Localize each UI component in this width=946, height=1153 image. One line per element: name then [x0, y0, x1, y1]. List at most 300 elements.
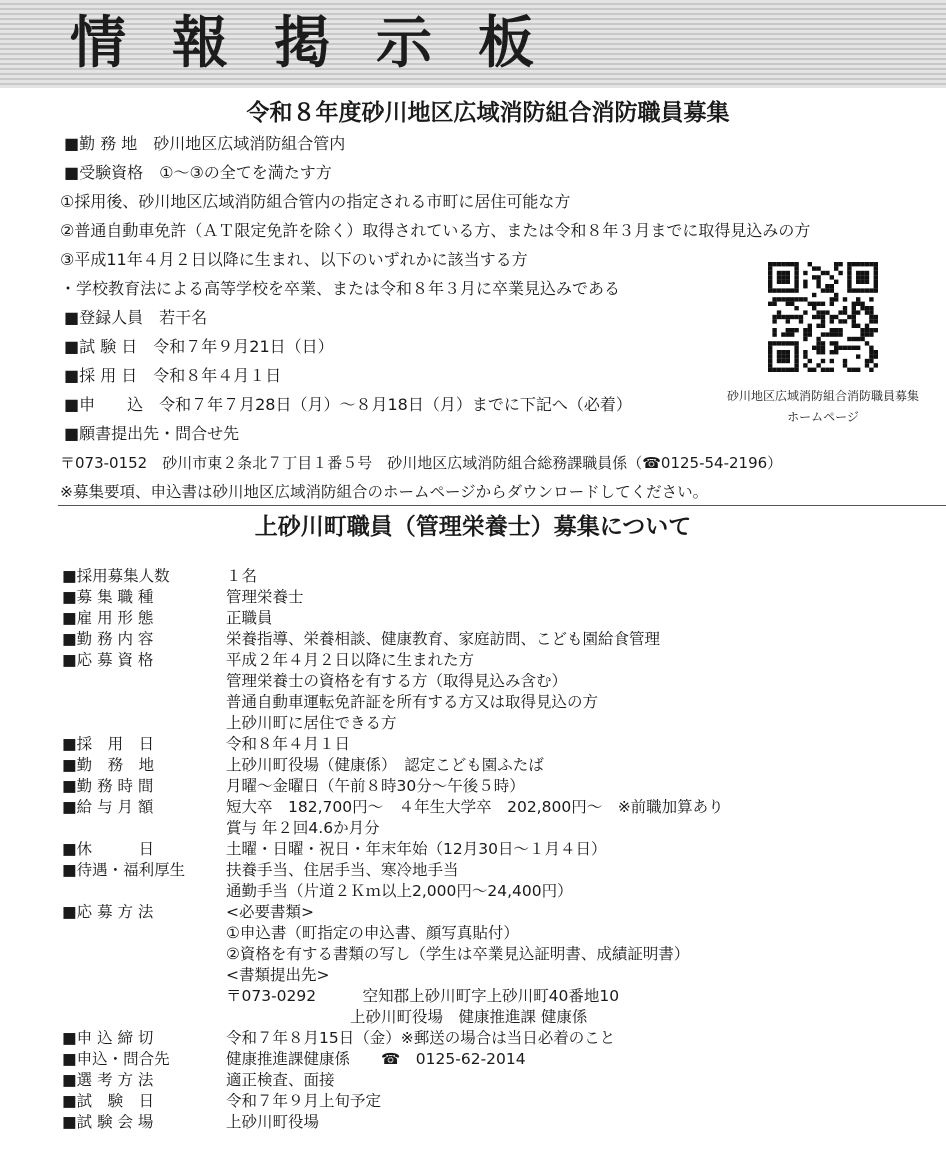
qr-module	[847, 346, 851, 350]
qr-module	[825, 368, 829, 372]
detail-label: ■勤 務 地	[62, 756, 155, 774]
qr-module	[852, 288, 856, 292]
qr-module	[816, 280, 820, 284]
qr-module	[786, 328, 790, 332]
detail-label: ■休 日	[62, 840, 155, 858]
qr-module	[772, 332, 776, 336]
qr-module	[843, 359, 847, 363]
qr-module	[869, 332, 873, 336]
qr-module	[860, 275, 864, 279]
detail-value: ①申込書（町指定の申込書、顔写真貼付）	[226, 924, 519, 942]
qr-module	[786, 288, 790, 292]
qr-module	[860, 288, 864, 292]
qr-module	[781, 332, 785, 336]
qr-module	[786, 262, 790, 266]
qr-module	[786, 297, 790, 301]
detail-label: ■待遇・福利厚生	[62, 861, 186, 879]
qr-module	[865, 262, 869, 266]
qr-module	[821, 332, 825, 336]
qr-module	[768, 350, 772, 354]
qr-module	[865, 324, 869, 328]
qr-module	[781, 354, 785, 358]
qr-module	[856, 354, 860, 358]
qr-module	[772, 368, 776, 372]
qr-module	[834, 350, 838, 354]
qr-module	[812, 368, 816, 372]
qr-module	[856, 346, 860, 350]
qr-module	[834, 315, 838, 319]
detail-value: 令和７年９月上旬予定	[226, 1092, 382, 1110]
qr-module	[825, 288, 829, 292]
qr-module	[838, 262, 842, 266]
qr-module	[794, 328, 798, 332]
qr-module	[781, 368, 785, 372]
qr-module	[768, 363, 772, 367]
qr-module	[812, 275, 816, 279]
qr-module	[865, 310, 869, 314]
qr-module	[834, 346, 838, 350]
notice1-line: ■願書提出先・問合せ先	[64, 424, 240, 443]
qr-module	[825, 284, 829, 288]
qr-module	[777, 288, 781, 292]
qr-module	[816, 315, 820, 319]
qr-module	[830, 350, 834, 354]
detail-value: 上砂川町役場 健康推進課 健康係	[226, 1008, 588, 1026]
qr-module	[865, 332, 869, 336]
qr-module	[865, 328, 869, 332]
qr-module	[869, 359, 873, 363]
qr-module	[843, 297, 847, 301]
qr-module	[781, 271, 785, 275]
qr-module	[852, 346, 856, 350]
qr-module	[768, 354, 772, 358]
qr-module	[874, 280, 878, 284]
qr-module	[821, 350, 825, 354]
qr-module	[852, 302, 856, 306]
qr-module	[816, 350, 820, 354]
qr-module	[830, 328, 834, 332]
qr-caption-sub: ホームページ	[787, 410, 859, 424]
qr-module	[790, 297, 794, 301]
banner-title: 情報掲示板	[70, 11, 580, 76]
qr-module	[781, 297, 785, 301]
qr-module	[874, 363, 878, 367]
qr-module	[852, 306, 856, 310]
qr-module	[794, 284, 798, 288]
detail-label: ■募 集 職 種	[62, 588, 154, 606]
detail-value: <書類提出先>	[226, 966, 330, 984]
qr-module	[821, 288, 825, 292]
qr-module	[834, 297, 838, 301]
qr-module	[838, 310, 842, 314]
qr-module	[825, 332, 829, 336]
qr-module	[790, 302, 794, 306]
qr-module	[856, 280, 860, 284]
qr-module	[838, 271, 842, 275]
qr-module	[790, 262, 794, 266]
qr-module	[821, 368, 825, 372]
qr-module	[821, 271, 825, 275]
qr-module	[808, 324, 812, 328]
qr-module	[821, 324, 825, 328]
detail-label: ■申込・問合先	[62, 1050, 170, 1068]
qr-module	[794, 363, 798, 367]
detail-label: ■採用募集人数	[62, 567, 170, 585]
qr-module	[825, 310, 829, 314]
qr-module	[777, 271, 781, 275]
qr-module	[816, 341, 820, 345]
qr-module	[838, 332, 842, 336]
qr-module	[869, 297, 873, 301]
qr-module	[847, 266, 851, 270]
notice1-line: ■勤 務 地 砂川地区広域消防組合管内	[64, 134, 346, 153]
qr-module	[847, 284, 851, 288]
qr-module	[768, 284, 772, 288]
qr-module	[794, 306, 798, 310]
detail-value: 月曜～金曜日（午前８時30分～午後５時）	[226, 777, 525, 795]
detail-value: 管理栄養士	[226, 588, 304, 606]
qr-module	[874, 284, 878, 288]
qr-module	[874, 328, 878, 332]
qr-module	[794, 266, 798, 270]
qr-module	[816, 284, 820, 288]
qr-module	[856, 288, 860, 292]
qr-module	[816, 337, 820, 341]
qr-module	[768, 280, 772, 284]
qr-module	[772, 328, 776, 332]
notice1-title: 令和８年度砂川地区広域消防組合消防職員募集	[246, 100, 730, 126]
qr-module	[830, 319, 834, 323]
detail-label: ■選 考 方 法	[62, 1071, 154, 1089]
qr-module	[794, 359, 798, 363]
notice1-line: ※募集要項、申込書は砂川地区広域消防組合のホームページからダウンロードしてください。	[60, 483, 709, 501]
qr-module	[794, 350, 798, 354]
qr-module	[786, 315, 790, 319]
qr-module	[781, 350, 785, 354]
qr-module	[874, 354, 878, 358]
qr-module	[786, 332, 790, 336]
detail-label: ■申 込 締 切	[62, 1029, 154, 1047]
qr-module	[847, 288, 851, 292]
qr-module	[768, 275, 772, 279]
qr-module	[860, 280, 864, 284]
detail-value: ②資格を有する書類の写し（学生は卒業見込証明書、成績証明書）	[226, 945, 690, 963]
qr-module	[830, 284, 834, 288]
detail-label: ■勤 務 内 容	[62, 630, 154, 648]
qr-module	[847, 262, 851, 266]
detail-value: １名	[226, 567, 258, 585]
qr-module	[865, 359, 869, 363]
qr-module	[874, 275, 878, 279]
detail-label: ■試 験 日	[62, 1092, 155, 1110]
qr-module	[830, 297, 834, 301]
qr-code-icon[interactable]	[762, 262, 884, 374]
detail-label: ■試 験 会 場	[62, 1113, 154, 1131]
detail-label: ■応 募 方 法	[62, 903, 154, 921]
qr-module	[794, 354, 798, 358]
qr-module	[781, 359, 785, 363]
qr-module	[790, 315, 794, 319]
qr-module	[808, 359, 812, 363]
qr-module	[834, 293, 838, 297]
notice1-line: ・学校教育法による高等学校を卒業、または令和８年３月に卒業見込みである	[60, 279, 621, 298]
qr-module	[799, 297, 803, 301]
detail-value: 上砂川町に居住できる方	[226, 714, 397, 732]
notice1-line: ■試 験 日 令和７年９月21日（日）	[64, 337, 334, 356]
qr-module	[803, 328, 807, 332]
qr-module	[869, 354, 873, 358]
qr-module	[812, 346, 816, 350]
notice1-line: ■申 込 令和７年７月28日（月）～８月18日（月）までに下記へ（必着）	[64, 395, 632, 414]
notice1-line: ③平成11年４月２日以降に生まれ、以下のいずれかに該当する方	[60, 250, 528, 269]
qr-module	[768, 359, 772, 363]
qr-module	[812, 306, 816, 310]
qr-module	[790, 341, 794, 345]
qr-module	[803, 280, 807, 284]
qr-module	[869, 346, 873, 350]
qr-module	[777, 359, 781, 363]
qr-module	[772, 319, 776, 323]
qr-module	[869, 368, 873, 372]
detail-value: 通勤手当（片道２Ｋｍ以上2,000円～24,400円）	[226, 882, 573, 900]
detail-value: 普通自動車運転免許証を所有する方又は取得見込の方	[226, 693, 599, 711]
detail-label: ■応 募 資 格	[62, 651, 154, 669]
detail-value: 令和８年４月１日	[226, 735, 351, 753]
qr-module	[777, 280, 781, 284]
qr-module	[843, 319, 847, 323]
qr-module	[852, 262, 856, 266]
qr-module	[772, 288, 776, 292]
qr-module	[786, 271, 790, 275]
qr-module	[803, 332, 807, 336]
qr-module	[847, 275, 851, 279]
qr-module	[852, 324, 856, 328]
qr-module	[821, 341, 825, 345]
detail-value: 上砂川町役場	[226, 1113, 320, 1131]
qr-module	[834, 332, 838, 336]
notice1-line: ■採 用 日 令和８年４月１日	[64, 366, 282, 385]
qr-module	[865, 341, 869, 345]
qr-module	[830, 302, 834, 306]
qr-module	[808, 302, 812, 306]
qr-module	[772, 302, 776, 306]
qr-module	[786, 275, 790, 279]
qr-module	[874, 266, 878, 270]
qr-module	[865, 306, 869, 310]
qr-module	[777, 262, 781, 266]
detail-label: ■雇 用 形 態	[62, 609, 154, 627]
qr-module	[777, 310, 781, 314]
qr-module	[781, 288, 785, 292]
qr-module	[794, 346, 798, 350]
qr-module	[803, 310, 807, 314]
qr-module	[768, 302, 772, 306]
qr-module	[816, 346, 820, 350]
qr-module	[799, 315, 803, 319]
qr-module	[852, 368, 856, 372]
qr-module	[860, 262, 864, 266]
detail-value: 令和７年８月15日（金）※郵送の場合は当日必着のこと	[226, 1029, 616, 1047]
notice2-title: 上砂川町職員（管理栄養士）募集について	[254, 514, 692, 540]
qr-module	[834, 266, 838, 270]
qr-module	[830, 288, 834, 292]
qr-module	[777, 341, 781, 345]
detail-value: 扶養手当、住居手当、寒冷地手当	[226, 861, 459, 879]
qr-module	[786, 359, 790, 363]
qr-module	[786, 280, 790, 284]
qr-module	[843, 346, 847, 350]
qr-module	[874, 319, 878, 323]
notice1-line: ①採用後、砂川地区広域消防組合管内の指定される市町に居住可能な方	[60, 192, 571, 211]
qr-module	[808, 262, 812, 266]
qr-module	[781, 341, 785, 345]
detail-value: 平成２年４月２日以降に生まれた方	[226, 651, 475, 669]
qr-module	[777, 315, 781, 319]
notice1-line: ■登録人員 若干名	[64, 308, 208, 327]
qr-module	[790, 332, 794, 336]
qr-module	[856, 275, 860, 279]
qr-module	[838, 319, 842, 323]
qr-module	[847, 337, 851, 341]
qr-module	[856, 310, 860, 314]
qr-module	[816, 310, 820, 314]
qr-module	[834, 328, 838, 332]
qr-module	[874, 315, 878, 319]
qr-module	[869, 262, 873, 266]
qr-module	[794, 262, 798, 266]
qr-module	[790, 368, 794, 372]
qr-module	[821, 319, 825, 323]
qr-module	[803, 297, 807, 301]
qr-module	[852, 315, 856, 319]
qr-module	[816, 324, 820, 328]
qr-module	[794, 288, 798, 292]
qr-module	[786, 354, 790, 358]
qr-module	[838, 328, 842, 332]
qr-module	[847, 271, 851, 275]
qr-module	[856, 337, 860, 341]
qr-module	[816, 363, 820, 367]
detail-value: 適正検査、面接	[226, 1071, 335, 1089]
qr-module	[860, 271, 864, 275]
qr-module	[834, 262, 838, 266]
qr-module	[821, 302, 825, 306]
qr-module	[869, 288, 873, 292]
detail-value: 賞与 年２回4.6か月分	[226, 819, 380, 837]
qr-module	[781, 280, 785, 284]
qr-module	[869, 350, 873, 354]
qr-module	[869, 315, 873, 319]
qr-module	[843, 363, 847, 367]
qr-module	[781, 262, 785, 266]
qr-module	[777, 297, 781, 301]
qr-module	[777, 275, 781, 279]
qr-module	[852, 319, 856, 323]
notice1-line: ②普通自動車免許（ＡＴ限定免許を除く）取得されている方、または令和８年３月までに取得見込みの方	[60, 221, 811, 240]
qr-module	[794, 297, 798, 301]
qr-module	[852, 310, 856, 314]
qr-module	[860, 337, 864, 341]
qr-module	[830, 359, 834, 363]
qr-module	[794, 271, 798, 275]
qr-module	[808, 332, 812, 336]
qr-module	[860, 328, 864, 332]
qr-module	[768, 346, 772, 350]
section-divider	[58, 505, 946, 506]
qr-module	[821, 310, 825, 314]
qr-module	[803, 271, 807, 275]
qr-module	[860, 302, 864, 306]
detail-value: 〒073-0292 空知郡上砂川町字上砂川町40番地10	[226, 987, 620, 1005]
qr-module	[834, 280, 838, 284]
qr-module	[869, 328, 873, 332]
qr-module	[821, 359, 825, 363]
qr-module	[786, 302, 790, 306]
qr-module	[790, 288, 794, 292]
qr-module	[865, 363, 869, 367]
qr-module	[869, 319, 873, 323]
qr-module	[852, 337, 856, 341]
qr-module	[816, 275, 820, 279]
qr-module	[874, 350, 878, 354]
qr-module	[786, 350, 790, 354]
qr-module	[786, 368, 790, 372]
qr-module	[781, 275, 785, 279]
detail-label: ■給 与 月 額	[62, 798, 154, 816]
qr-module	[830, 315, 834, 319]
qr-module	[794, 368, 798, 372]
qr-module	[799, 319, 803, 323]
detail-value: 短大卒 182,700円～ ４年生大学卒 202,800円～ ※前職加算あり	[226, 798, 724, 816]
qr-module	[830, 341, 834, 345]
detail-value: 健康推進課健康係 ☎ 0125-62-2014	[226, 1050, 526, 1068]
qr-module	[794, 341, 798, 345]
qr-module	[860, 306, 864, 310]
qr-module	[869, 306, 873, 310]
qr-module	[869, 310, 873, 314]
qr-module	[803, 363, 807, 367]
qr-module	[821, 346, 825, 350]
qr-module	[821, 315, 825, 319]
qr-module	[772, 297, 776, 301]
qr-module	[816, 302, 820, 306]
qr-module	[847, 315, 851, 319]
qr-module	[777, 368, 781, 372]
qr-module	[812, 293, 816, 297]
qr-module	[794, 280, 798, 284]
qr-module	[772, 341, 776, 345]
qr-module	[865, 280, 869, 284]
qr-module	[808, 368, 812, 372]
qr-module	[825, 271, 829, 275]
qr-module	[768, 368, 772, 372]
qr-module	[786, 341, 790, 345]
qr-module	[777, 350, 781, 354]
qr-module	[856, 297, 860, 301]
qr-module	[786, 319, 790, 323]
header-banner	[0, 0, 946, 88]
qr-module	[830, 332, 834, 336]
qr-module	[865, 288, 869, 292]
qr-module	[803, 337, 807, 341]
qr-module	[838, 346, 842, 350]
qr-module	[856, 302, 860, 306]
detail-label: ■採 用 日	[62, 735, 155, 753]
detail-value: 管理栄養士の資格を有する方（取得見込み含む）	[226, 672, 568, 690]
detail-label: ■勤 務 時 間	[62, 777, 154, 795]
qr-module	[874, 262, 878, 266]
qr-module	[772, 262, 776, 266]
